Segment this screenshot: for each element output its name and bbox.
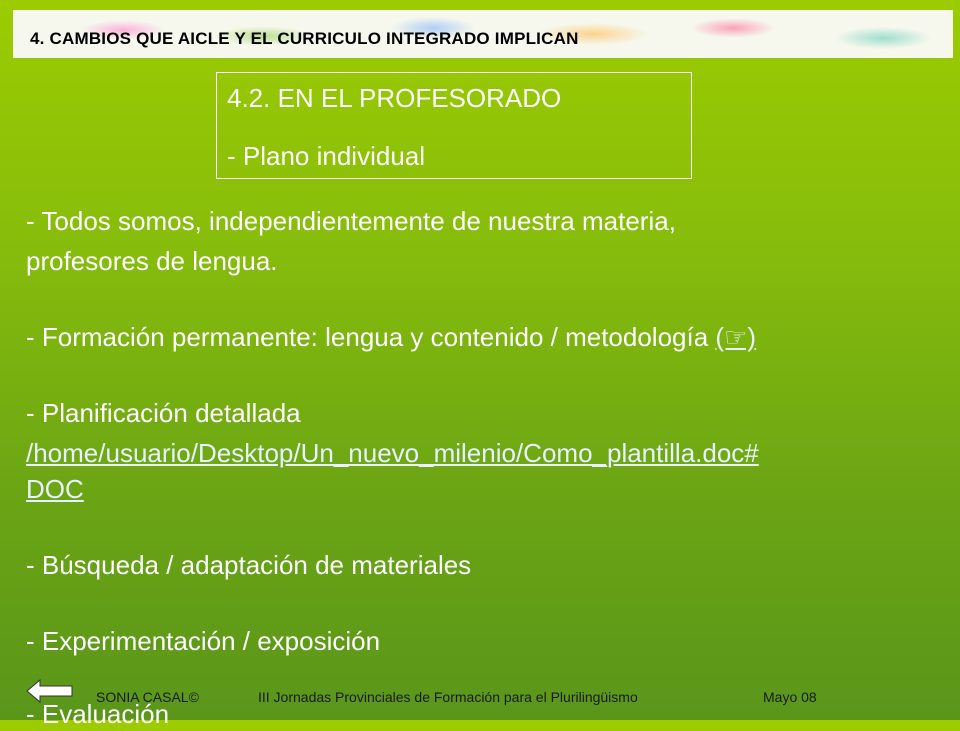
section-subheading: - Plano individual [227, 141, 426, 171]
item-todos-line2: profesores de lengua. [26, 246, 278, 276]
item-formacion [26, 320, 756, 354]
back-arrow-icon[interactable] [26, 678, 74, 704]
slide-header-title: 4. CAMBIOS QUE AICLE Y EL CURRICULO INTEGRADO IMPLICAN [30, 29, 579, 48]
section-heading: 4.2. EN EL PROFESORADO [227, 83, 562, 113]
section-box [216, 72, 692, 179]
item-planificacion: - Planificación detallada [26, 398, 301, 428]
item-evaluacion: - Evaluación [26, 699, 170, 729]
item-todos-line1: - Todos somos, independientemente de nuestra materia, [26, 206, 676, 236]
footer-date: Mayo 08 [763, 689, 817, 705]
item-experimentacion: - Experimentación / exposición [26, 626, 381, 656]
formacion-text: - Formación permanente: lengua y contenido / metodología [26, 322, 709, 352]
planificacion-link-line1[interactable]: /home/usuario/Desktop/Un_nuevo_milenio/Como_plantilla.doc# [26, 438, 759, 468]
footer-author: SONIA CASAL© [96, 689, 199, 705]
footer-event: III Jornadas Provinciales de Formación para el Plurilingüismo [258, 689, 638, 705]
formacion-link[interactable]: (☞) [715, 322, 757, 352]
planificacion-link-line2[interactable]: DOC [26, 474, 84, 504]
item-busqueda: - Búsqueda / adaptación de materiales [26, 550, 472, 580]
